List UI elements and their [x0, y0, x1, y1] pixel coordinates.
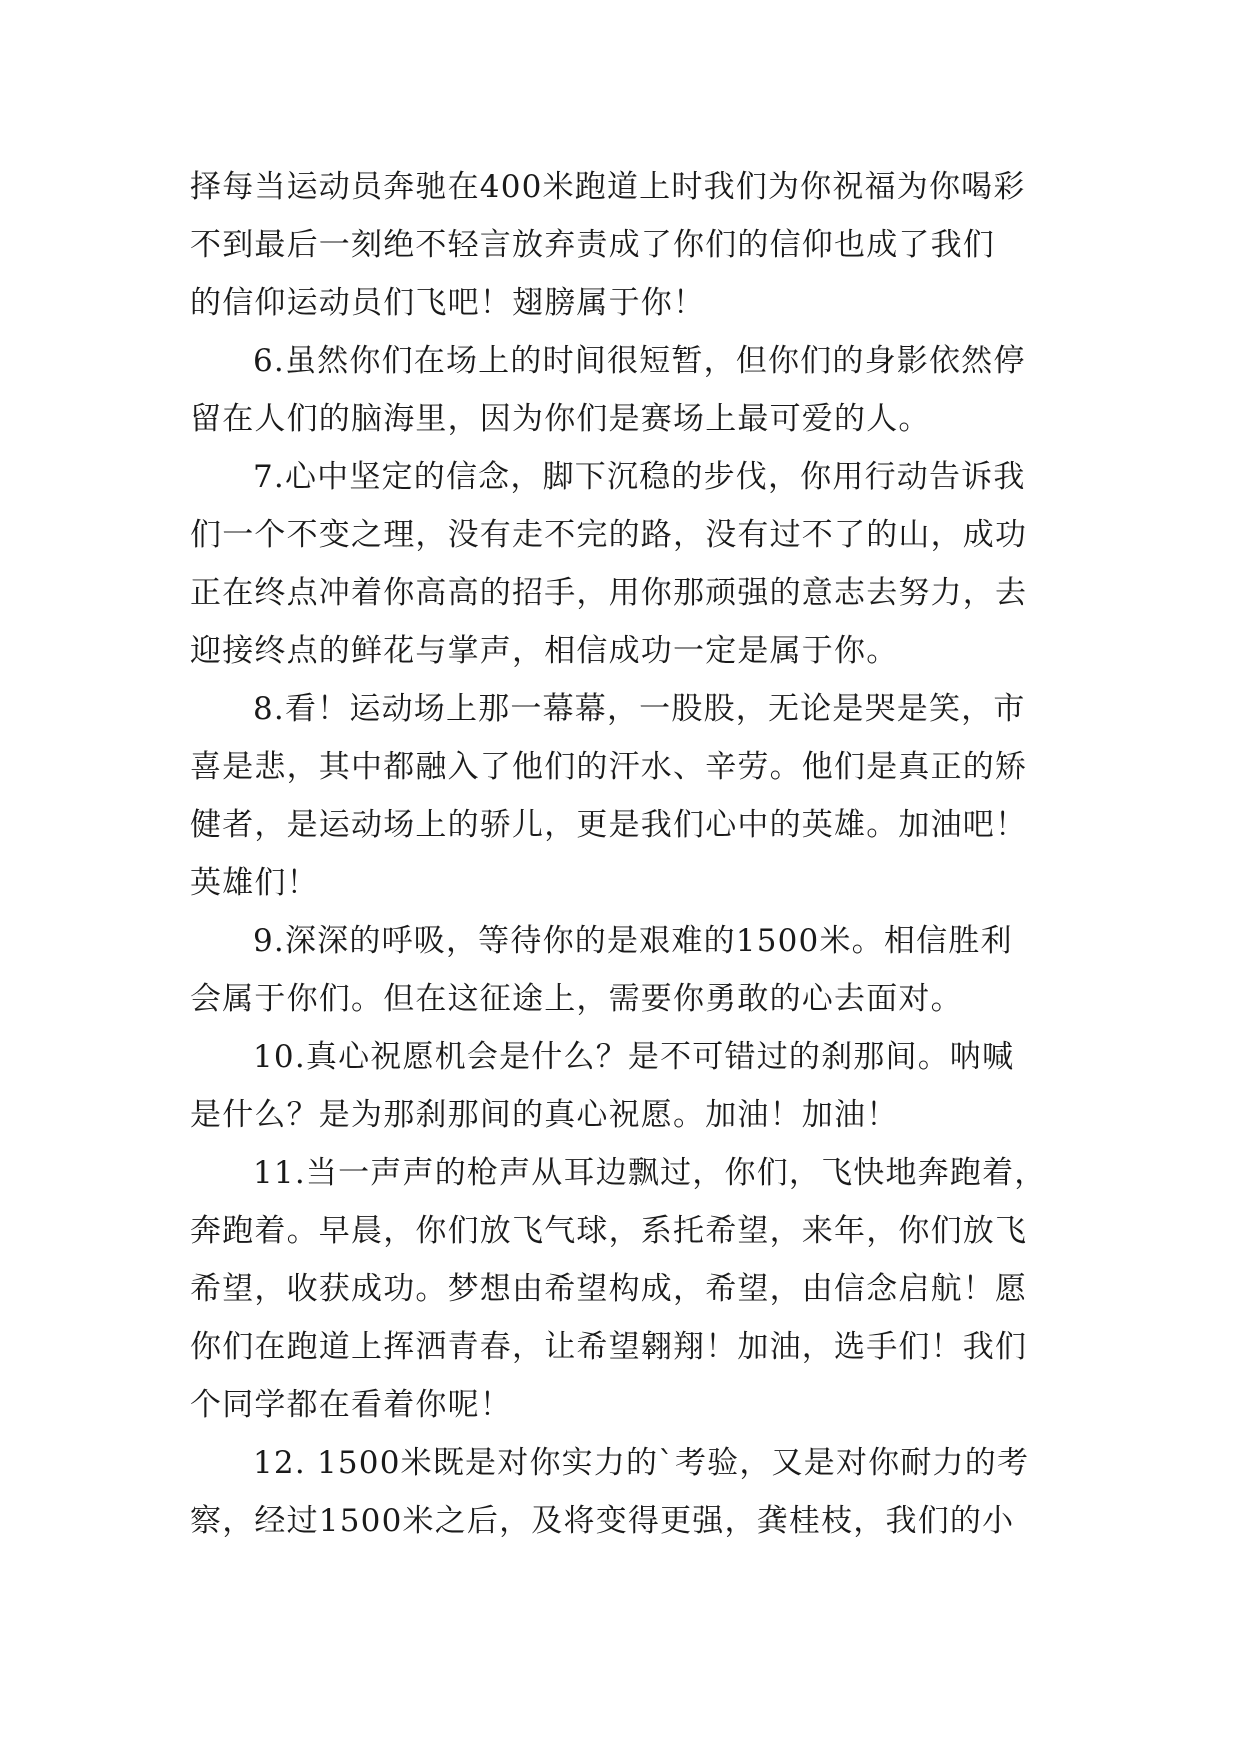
paragraph-11-start: 11.当一声声的枪声从耳边飘过，你们，飞快地奔跑着， — [253, 1155, 1047, 1191]
text-line: 健者，是运动场上的骄儿，更是我们心中的英雄。加油吧！ — [190, 807, 1028, 843]
text-line: 察，经过1500米之后，及将变得更强，龚桂枝，我们的小 — [190, 1503, 1015, 1539]
document-page — [190, 158, 1052, 1550]
paragraph-8-start: 8.看！运动场上那一幕幕，一股股，无论是哭是笑，市 — [253, 691, 1026, 727]
text-line: 奔跑着。早晨，你们放飞气球，系托希望，来年，你们放飞 — [190, 1213, 1028, 1249]
text-line: 择每当运动员奔驰在400米跑道上时我们为你祝福为你喝彩 — [190, 169, 1026, 205]
paragraph-7-start: 7.心中坚定的信念，脚下沉稳的步伐，你用行动告诉我 — [253, 459, 1026, 495]
paragraph-6-start: 6.虽然你们在场上的时间很短暂，但你们的身影依然停 — [253, 343, 1026, 379]
text-line: 迎接终点的鲜花与掌声，相信成功一定是属于你。 — [190, 633, 899, 669]
paragraph-12-start: 12. 1500米既是对你实力的`考验，又是对你耐力的考 — [253, 1445, 1030, 1481]
text-line: 英雄们！ — [190, 865, 319, 901]
text-line: 不到最后一刻绝不轻言放弃责成了你们的信仰也成了我们 — [190, 227, 995, 263]
paragraph-9-start: 9.深深的呼吸，等待你的是艰难的1500米。相信胜利 — [253, 923, 1013, 959]
text-line: 们一个不变之理，没有走不完的路，没有过不了的山，成功 — [190, 517, 1028, 553]
text-line: 是什么？是为那刹那间的真心祝愿。加油！加油！ — [190, 1097, 899, 1133]
text-line: 留在人们的脑海里，因为你们是赛场上最可爱的人。 — [190, 401, 931, 437]
text-line: 的信仰运动员们飞吧！翅膀属于你！ — [190, 285, 706, 321]
paragraph-10-start: 10.真心祝愿机会是什么？是不可错过的刹那间。呐喊 — [253, 1039, 1015, 1075]
text-line: 个同学都在看着你呢！ — [190, 1387, 512, 1423]
text-line: 喜是悲，其中都融入了他们的汗水、辛劳。他们是真正的矫 — [190, 749, 1028, 785]
text-line: 希望，收获成功。梦想由希望构成，希望，由信念启航！愿 — [190, 1271, 1028, 1307]
text-line: 你们在跑道上挥洒青春，让希望翱翔！加油，选手们！我们 — [190, 1329, 1028, 1365]
text-line: 正在终点冲着你高高的招手，用你那顽强的意志去努力，去 — [190, 575, 1028, 611]
text-line: 会属于你们。但在这征途上，需要你勇敢的心去面对。 — [190, 981, 963, 1017]
